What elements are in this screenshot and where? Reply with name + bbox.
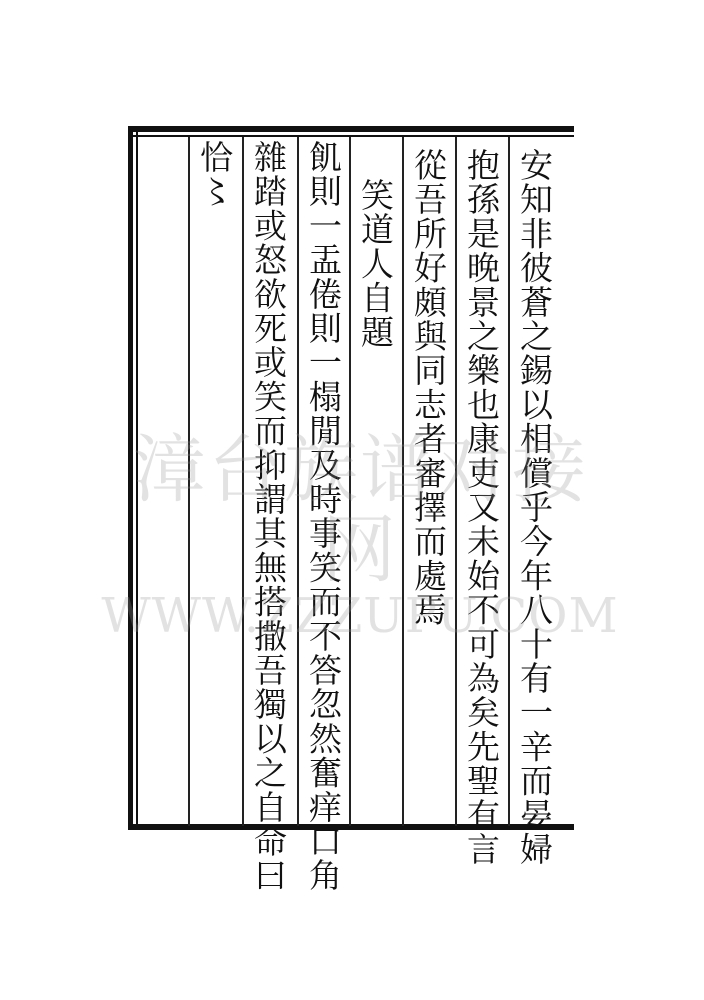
- text-column-4-heading: 笑道人自題: [356, 178, 395, 349]
- text-column-5: 飢則一盂倦則一榻閒及時事笑而不答忽然奮痒口角: [304, 140, 343, 893]
- text-column-7: 恰〻: [195, 140, 234, 209]
- watermark-url: WWW.ZZZUPU.COM: [101, 588, 619, 644]
- frame-left-inner-border: [136, 126, 138, 830]
- watermark-chinese: 漳台族谱对接网: [132, 427, 588, 593]
- text-column-6: 雜踏或怒欲死或笑而抑謂其無搭撒吾獨以之自命曰: [249, 140, 288, 893]
- text-column-2: 抱孫是晚景之樂也康吏又未始不可為矣先聖有言: [462, 148, 501, 867]
- text-column-1: 安知非彼蒼之錫以相償乎今年八十有一辛而晏婦: [515, 148, 554, 867]
- column-rule: [188, 137, 190, 826]
- frame-left-border: [128, 126, 133, 830]
- frame-top-border: [128, 126, 574, 132]
- text-column-3: 從吾所好頗與同志者審擇而處焉: [409, 148, 448, 627]
